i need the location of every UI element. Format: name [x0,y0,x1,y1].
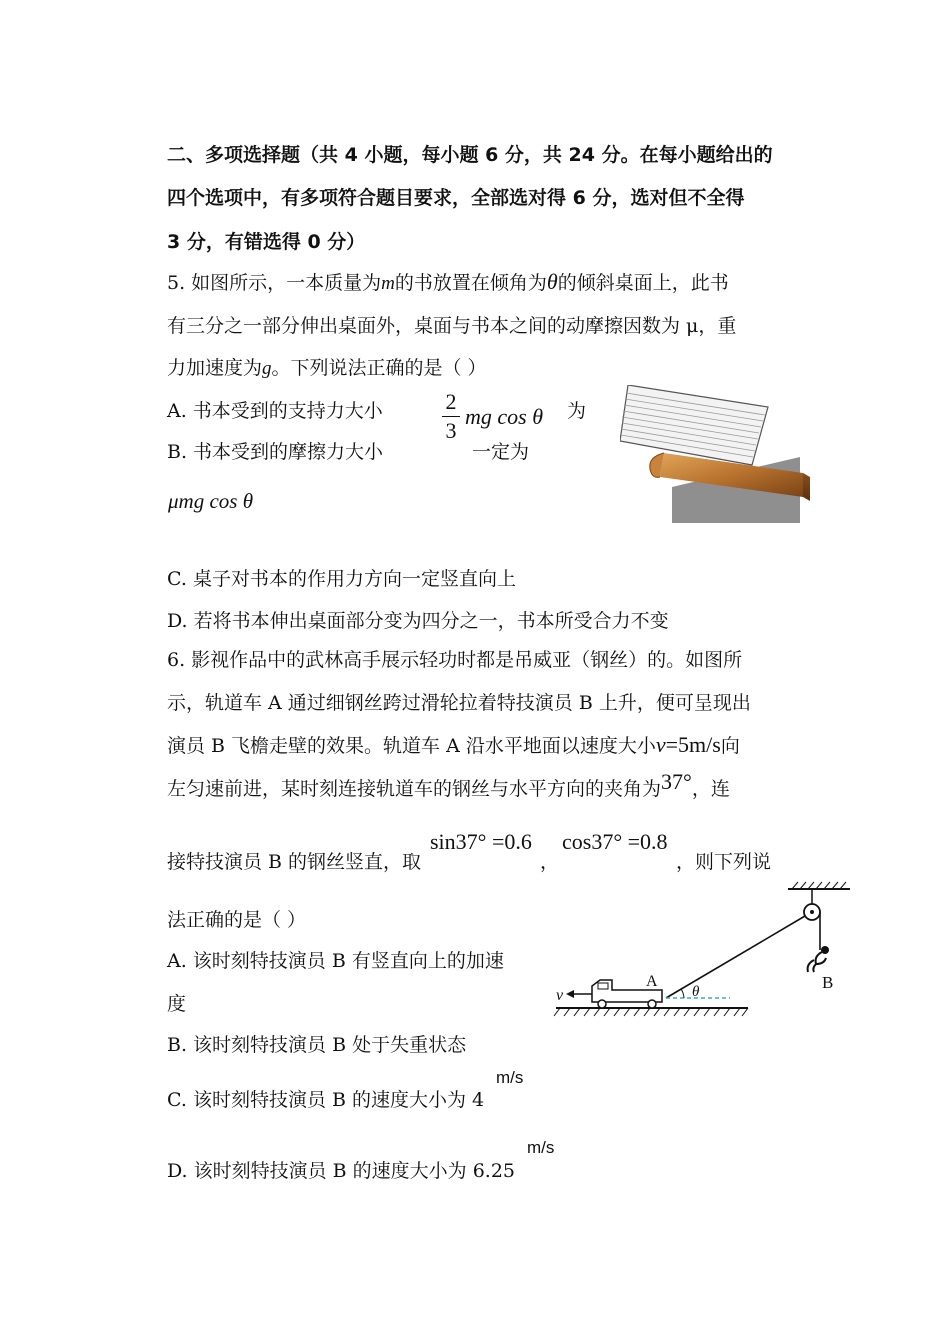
q6-stem-c: 左匀速前进，某时刻连接轨道车的钢丝与水平方向的夹角为 [167,778,662,800]
q5-stem-e: 。下列说法正确的是（ ） [271,357,487,379]
q6-line5b: ，则下列说 [676,851,772,873]
q6-line4 [167,769,730,801]
q6-option-a-line2: 度 [167,993,187,1015]
q5-option-a: A. 书本受到的支持力大小 [167,400,383,422]
q6-option-b: B. 该时刻特技演员 B 处于失重状态 [167,1034,467,1056]
q6-stem-d: ，连 [691,778,730,800]
q6-stem-b: 向 [720,735,740,757]
q5-option-d: D. 若将书本伸出桌面部分变为四分之一，书本所受合力不变 [167,610,669,632]
q6-line6: 法正确的是（ ） [167,909,307,931]
g-symbol: g [262,358,272,379]
cos-value: cos37° =0.8 [562,829,668,854]
q6-option-c-unit: m/s [496,1068,524,1087]
q5-line2: 有三分之一部分伸出桌面外，桌面与书本之间的动摩擦因数为 μ，重 [167,315,737,337]
fraction-bar [442,416,460,417]
q6-option-d: D. 该时刻特技演员 B 的速度大小为 6.25 [167,1160,516,1182]
q5-option-a-tail: 为 [567,400,587,422]
section-heading-line2: 四个选项中，有多项符合题目要求，全部选对得 6 分，选对但不全得 [167,187,745,209]
q5-stem-d: 力加速度为 [167,357,263,379]
section-heading-line1: 二、多项选择题（共 4 小题，每小题 6 分，共 24 分。在每小题给出的 [167,144,773,166]
q5-line3 [167,353,487,380]
q6-line2: 示，轨道车 A 通过细钢丝跨过滑轮拉着特技演员 B 上升，便可呈现出 [167,692,751,714]
q6-line3 [167,731,740,758]
desk-edge [803,473,810,501]
q6-option-a-line1: A. 该时刻特技演员 B 有竖直向上的加速 [167,950,504,972]
pulley-cart-figure [548,880,860,1028]
q5-option-a-expr: mg cos θ [465,404,544,429]
q5-option-c: C. 桌子对书本的作用力方向一定竖直向上 [167,568,516,590]
q6-option-d-unit: m/s [527,1138,555,1157]
label-v: v [556,987,564,1004]
q5-option-b: B. 书本受到的摩擦力大小 [167,441,384,463]
angle-value: 37° [661,769,692,794]
label-A: A [646,973,658,990]
q5-stem-b: 的书放置在倾角为 [394,272,547,294]
mass-symbol: m [381,273,395,294]
book [620,385,768,465]
theta-symbol: θ [546,269,558,294]
label-theta: θ [692,984,700,1000]
q5-option-b-tail: 一定为 [472,441,530,463]
q5-stem-c: 的倾斜桌面上，此书 [557,272,729,294]
q6-comma: ， [540,851,560,873]
v-symbol: v [655,732,666,757]
book-on-desk-figure [620,385,830,527]
q6-option-c: C. 该时刻特技演员 B 的速度大小为 4 [167,1089,485,1111]
q6-line1: 6. 影视作品中的武林高手展示轻功时都是吊威亚（钢丝）的。如图所 [167,649,743,671]
fraction-denominator: 3 [445,418,457,443]
q6-line5a: 接特技演员 B 的钢丝竖直，取 [167,851,422,873]
section-heading-line3: 3 分，有错选得 0 分） [167,231,366,253]
q5-stem-a: 5. 如图所示，一本质量为 [167,272,382,294]
performer-figure [808,946,829,972]
rope-to-cart [666,916,805,998]
speed-value: =5m/s [665,732,721,757]
label-B: B [822,973,834,992]
q5-option-b-expr: μmg cos θ [168,489,254,513]
q6-stem-a: 演员 B 飞檐走壁的效果。轨道车 A 沿水平地面以速度大小 [167,735,656,757]
q5-line1 [167,268,729,295]
sin-value: sin37° =0.6 [430,829,532,854]
fraction-numerator: 2 [445,389,457,414]
